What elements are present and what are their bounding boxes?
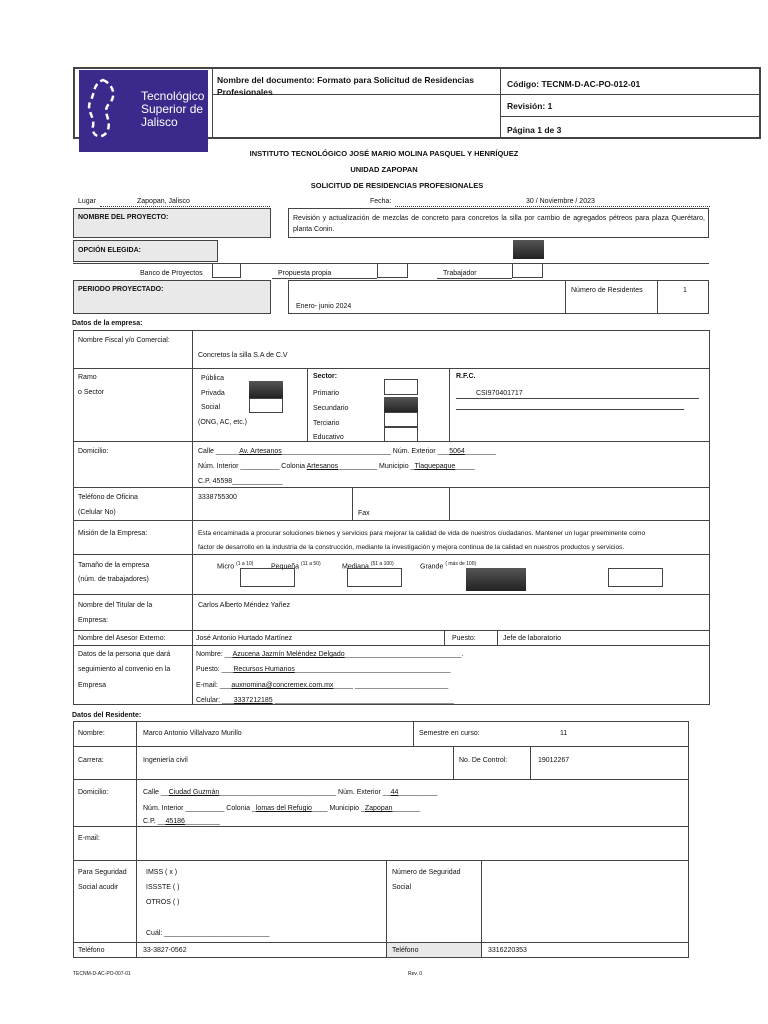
tamano-extra-checkbox[interactable]: [608, 568, 663, 587]
opcion-propuesta-checkbox[interactable]: [377, 263, 408, 278]
carrera-value[interactable]: Ingeniería civil: [143, 757, 188, 764]
empresa-telefono-row: [73, 487, 710, 521]
puesto-label: Puesto:: [452, 635, 476, 642]
puesto-value[interactable]: Jefe de laboratorio: [503, 635, 561, 642]
tamano-micro: Micro $^{(1 a 10)}$: [217, 561, 254, 571]
seguimiento-nombre[interactable]: Nombre: __Azucena Jazmín Meléndez Delgado______________________________.: [196, 651, 464, 658]
carrera-label: Carrera:: [78, 757, 104, 764]
control-label: No. De Control:: [459, 757, 508, 764]
seguimiento-label-2: seguimiento al convenio en la: [78, 666, 171, 673]
residente-domicilio-cp[interactable]: C.P. __45186_________: [143, 818, 220, 825]
residente-domicilio-line1[interactable]: Calle __Ciudad Guzmán______________________________ Núm. Exterior __44__________: [143, 789, 438, 796]
seguridad-label: Para Seguridad: [78, 869, 127, 876]
residente-telefono2-label: Teléfono: [392, 947, 419, 954]
fecha-value[interactable]: 30 / Noviembre / 2023: [526, 198, 595, 205]
sector-educativo-checkbox[interactable]: [384, 427, 418, 442]
ramo-privada: Privada: [201, 390, 225, 397]
seguridad-issste[interactable]: ISSSTE ( ): [146, 884, 180, 891]
domicilio-line2[interactable]: Núm. Interior __________ Colonia Artesanos__________ Municipio _Tlaquepaque_____: [198, 463, 475, 470]
tamano-mediana-checkbox[interactable]: [347, 568, 402, 587]
nss-label: Número de Seguridad: [392, 869, 461, 876]
footer-code: TECNM-D-AC-PO-007-01: [73, 971, 131, 977]
doc-page: Página 1 de 3: [507, 125, 562, 135]
domicilio-cp[interactable]: C.P. 45598_____________: [198, 478, 283, 485]
mision-line2[interactable]: factor de desarrollo en la industria de la construcción, mediante la investigación y mejora continua de la calidad en nuestros productos y servicios.: [198, 544, 625, 551]
fecha-label: Fecha:: [370, 198, 392, 205]
residentes-label: Número de Residentes: [571, 287, 643, 294]
nss-label-2: Social: [392, 884, 412, 891]
opcion-trabajador: Trabajador: [443, 270, 477, 277]
rfc-label: R.F.C.: [456, 373, 476, 380]
tamano-label: Tamaño de la empresa: [78, 562, 150, 569]
semestre-value[interactable]: 11: [560, 730, 568, 737]
logo-text: Tecnológico Superior de Jalisco: [141, 89, 205, 129]
mision-line1[interactable]: Esta encaminada a procurar soluciones bienes y servicios para mejorar la calidad de vida de nuestros ciudadanos. Mantener un lugar preeminente como: [198, 530, 646, 537]
ramo-label: Ramo: [78, 374, 97, 381]
residente-telefono2-value[interactable]: 3316220353: [488, 947, 527, 954]
ramo-social-checkbox[interactable]: [249, 398, 283, 413]
doc-code: Código: TECNM-D-AC-PO-012-01: [507, 79, 641, 89]
telefono-value[interactable]: 3338755300: [198, 494, 237, 501]
logo: [79, 70, 208, 152]
asesor-label: Nombre del Asesor Externo:: [78, 635, 166, 642]
institute-title: INSTITUTO TECNOLÓGICO JOSÉ MARIO MOLINA PASQUEL Y HENRÍQUEZ: [249, 149, 519, 158]
sector-secundario-marked[interactable]: [384, 397, 418, 413]
residente-nombre-value[interactable]: Marco Antonio Villalvazo Murillo: [143, 730, 242, 737]
ramo-publica: Pública: [201, 375, 224, 382]
mision-label: Misión de la Empresa:: [78, 530, 148, 537]
telefono-label-2: (Celular No): [78, 509, 116, 516]
periodo-label: PERIODO PROYECTADO:: [78, 286, 164, 293]
residente-section-label: Datos del Residente:: [72, 712, 142, 719]
residente-domicilio-line2[interactable]: Núm. Interior __________ Colonia _lomas del Refugio____ Municipio _Zapopan_______: [143, 805, 420, 812]
proyecto-label-box: [73, 208, 271, 238]
domicilio-label: Domicilio:: [78, 448, 109, 455]
tamano-grande: Grande $^{( más de 100)}$: [420, 561, 477, 571]
empresa-titular-row: [73, 594, 710, 631]
empresa-nombre-label: Nombre Fiscal y/o Comercial:: [78, 337, 170, 344]
titular-value[interactable]: Carlos Alberto Méndez Yañez: [198, 602, 290, 609]
unit-title: UNIDAD ZAPOPAN: [350, 165, 418, 174]
opcion-trabajador-checkbox[interactable]: [512, 263, 543, 278]
tamano-label-2: (núm. de trabajadores): [78, 576, 149, 583]
sector-educativo: Educativo: [313, 434, 344, 441]
tamano-mediana: Mediana $^{(51 a 100)}$: [342, 561, 394, 571]
form-title: SOLICITUD DE RESIDENCIAS PROFESIONALES: [310, 181, 484, 190]
opcion-marked-box[interactable]: [513, 240, 544, 259]
ramo-social: Social: [201, 404, 221, 411]
tamano-grande-marked[interactable]: [466, 568, 526, 591]
residente-nombre-label: Nombre:: [78, 730, 105, 737]
seguimiento-label: Datos de la persona que dará: [78, 651, 171, 658]
sector-terciario-checkbox[interactable]: [384, 412, 418, 427]
seguimiento-puesto[interactable]: Puesto: ___Recursos Humanos________________________________________: [196, 666, 451, 673]
periodo-value: Enero- junio 2024: [296, 303, 352, 310]
proyecto-label: NOMBRE DEL PROYECTO:: [78, 214, 169, 221]
lugar-value[interactable]: Zapopan, Jalisco: [137, 198, 190, 205]
asesor-value[interactable]: José Antonio Hurtado Martínez: [196, 635, 293, 642]
sector-label-left: o Sector: [78, 389, 105, 396]
seguimiento-celular[interactable]: Celular: ___3337212185 ______________________________________________: [196, 697, 454, 704]
seguridad-label-2: Social acudir: [78, 884, 119, 891]
doc-revision: Revisión: 1: [507, 101, 553, 111]
residente-telefono-value[interactable]: 33-3827-0562: [143, 947, 187, 954]
opcion-label: OPCIÓN ELEGIDA:: [78, 247, 142, 254]
seguridad-cual[interactable]: Cuál: ___________________________: [146, 930, 270, 937]
residente-email-label: E-mail:: [78, 835, 100, 842]
seguimiento-email[interactable]: E-mail: ___auxnomina@concremex.com.mx_____ ________________________: [196, 682, 449, 689]
residente-domicilio-label: Domicilio:: [78, 789, 109, 796]
sector-terciario: Terciario: [313, 420, 340, 427]
sector-secundario: Secundario: [313, 405, 349, 412]
seguridad-imss[interactable]: IMSS ( x ): [146, 869, 178, 876]
residente-telefono-label: Teléfono: [78, 947, 105, 954]
semestre-label: Semestre en curso:: [419, 730, 480, 737]
telefono-label: Teléfono de Oficina: [78, 494, 138, 501]
seguimiento-label-3: Empresa: [78, 682, 107, 689]
empresa-section-label: Datos de la empresa:: [72, 320, 143, 327]
tamano-pequena: Pequeña $^{(11 a 50)}$: [271, 561, 321, 571]
control-value[interactable]: 19012267: [538, 757, 570, 764]
proyecto-value: Revisión y actualización de mezclas de concreto para concretos la silla por cambio de agregados pétreos para plaza Querétaro, planta Conin.: [293, 215, 705, 233]
jalisco-map-icon: [83, 76, 123, 144]
opcion-propuesta: Propuesta propia: [278, 270, 332, 277]
empresa-nombre-value[interactable]: Concretos la silla S.A de C.V: [198, 352, 288, 359]
footer-rev: Rev. 0: [408, 971, 423, 977]
tamano-micro-checkbox[interactable]: [240, 568, 295, 587]
ramo-ong: (ONG, AC, etc.): [198, 419, 248, 426]
rfc-value[interactable]: CSI970401717: [476, 390, 523, 397]
doc-name: Nombre del documento: Formato para Solicitud de Residencias Profesionales: [217, 75, 474, 97]
opcion-banco: Banco de Proyectos: [140, 270, 203, 277]
sector-primario: Primario: [313, 390, 340, 397]
empresa-asesor-row: [73, 630, 710, 646]
titular-label: Nombre del Titular de la: [78, 602, 153, 609]
sector-label: Sector:: [313, 373, 338, 380]
titular-label-2: Empresa:: [78, 617, 108, 624]
opcion-banco-checkbox[interactable]: [212, 263, 241, 278]
lugar-label: Lugar: [78, 198, 96, 205]
residentes-value[interactable]: 1: [683, 287, 687, 294]
domicilio-line1[interactable]: Calle ______Av. Artesanos____________________________ Núm. Exterior ___5064________: [198, 448, 496, 455]
fax-label: Fax: [358, 510, 370, 517]
ramo-privada-marked[interactable]: [249, 381, 283, 398]
sector-primario-checkbox[interactable]: [384, 379, 418, 395]
seguridad-otros[interactable]: OTROS ( ): [146, 899, 180, 906]
residente-email-row: [73, 826, 689, 861]
